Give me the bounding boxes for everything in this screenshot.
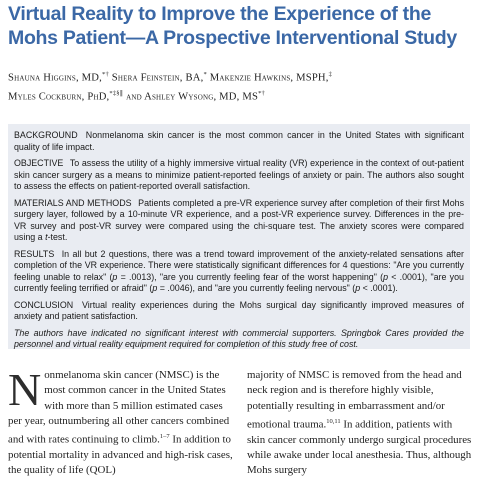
author-line-2 bbox=[8, 86, 474, 105]
section-text: = .0013), "are you currently feeling fear of the worst happening" ( bbox=[117, 271, 384, 282]
abstract-box bbox=[8, 124, 470, 349]
author-affiliation: *† bbox=[258, 89, 265, 97]
italic-p: p bbox=[112, 271, 118, 282]
italic-p: p bbox=[355, 283, 361, 293]
section-text: In all but 2 questions, there was a trend toward improvement of the anxiety-related sensations after completion of the VR experience. There were statistically significant differences for 4 questions: "Are you currently feeling unable to relax" ( bbox=[14, 248, 464, 282]
italic-p: p bbox=[152, 283, 158, 293]
body-text: In addition, patients with skin cancer commonly undergo surgical procedures while awake under local anesthesia. Thus, although Mohs surgery bbox=[247, 418, 472, 477]
citation: 10,11 bbox=[326, 417, 341, 425]
section-text: < .0001), "are you currently feeling terrified or afraid" ( bbox=[14, 271, 464, 293]
citation: 1–7 bbox=[159, 433, 170, 441]
body-text: onmelanoma skin cancer (NMSC) is the most common cancer in the United States with more than 5 million estimated cases per year, outnumbering all other cancers combined and with rates continuing to climb. bbox=[8, 369, 230, 446]
abstract-results bbox=[14, 249, 464, 295]
disclosure-note: The authors have indicated no significant interest with commercial supporters. Springbok Cares provided the personnel and virtual reality equipment required for completion of this study free of cost. bbox=[14, 327, 464, 349]
abstract-objective bbox=[14, 158, 464, 193]
section-text: < .0001). bbox=[360, 283, 398, 293]
author-name: Shauna Higgins, MD, bbox=[8, 72, 103, 84]
article-body bbox=[8, 368, 472, 480]
body-column-2 bbox=[247, 368, 472, 480]
body-text: majority of NMSC is removed from the head and neck region and is therefore highly visible, potentially resulting in embarrassment and/or emotional trauma. bbox=[247, 369, 462, 431]
section-heading: RESULTS bbox=[14, 248, 55, 259]
author-affiliation: *† bbox=[102, 71, 109, 78]
section-text: To assess the utility of a highly immersive virtual reality (VR) experience in the context of out-patient skin cancer surgery as a means to minimize patient-reported feelings of anxiety or pain. The authors also sought to assess the effects on patient-reported overall satisfaction. bbox=[14, 158, 464, 191]
author-affiliation: *‡§∥ bbox=[109, 89, 124, 97]
author-name: Makenzie Hawkins, MSPH, bbox=[209, 72, 329, 84]
section-heading: BACKGROUND bbox=[14, 130, 78, 140]
section-text: = .0046), and "are you currently feeling nervous" ( bbox=[157, 283, 356, 293]
section-heading: OBJECTIVE bbox=[14, 158, 64, 168]
drop-cap: N bbox=[8, 368, 42, 415]
author-name: Shera Feinstein, BA, bbox=[111, 72, 204, 84]
body-paragraph bbox=[8, 368, 233, 479]
article-title: Virtual Reality to Improve the Experience of the Mohs Patient—A Prospective Interventional Study bbox=[8, 3, 457, 49]
section-heading: MATERIALS AND METHODS bbox=[14, 197, 132, 208]
author-line-1 bbox=[8, 67, 474, 86]
body-text: In addition to potential mortality in advanced and high-risk cases, the quality of life (QOL) bbox=[8, 433, 233, 477]
author-affiliation: * bbox=[203, 71, 207, 78]
section-text: -test. bbox=[47, 232, 68, 242]
abstract-background bbox=[14, 130, 464, 153]
author-name: Myles Cockburn, PhD, bbox=[8, 91, 110, 103]
body-paragraph bbox=[247, 368, 472, 479]
abstract-methods bbox=[14, 198, 464, 244]
author-name: and Ashley Wysong, MD, MS bbox=[126, 91, 259, 103]
section-text: Patients completed a pre-VR experience survey after completion of their first Mohs surgery layer, followed by a 10-minute VR experience, and a post-VR experience survey. Differences in the pre-VR survey and post-VR survey were compared using the chi-square test. The anxiety scores were compared using a bbox=[14, 197, 465, 242]
body-column-1 bbox=[8, 368, 233, 480]
abstract-conclusion bbox=[14, 300, 464, 323]
italic-p: p bbox=[383, 271, 388, 282]
author-list bbox=[8, 67, 474, 104]
section-text: Nonmelanoma skin cancer is the most common cancer in the United States with significant quality of life impact. bbox=[14, 130, 464, 152]
italic-t: t bbox=[45, 232, 48, 242]
section-heading: CONCLUSION bbox=[14, 299, 74, 310]
author-affiliation: ‡ bbox=[328, 71, 333, 78]
section-text: Virtual reality experiences during the Mohs surgical day significantly improved measures of anxiety and patient satisfaction. bbox=[14, 299, 464, 321]
